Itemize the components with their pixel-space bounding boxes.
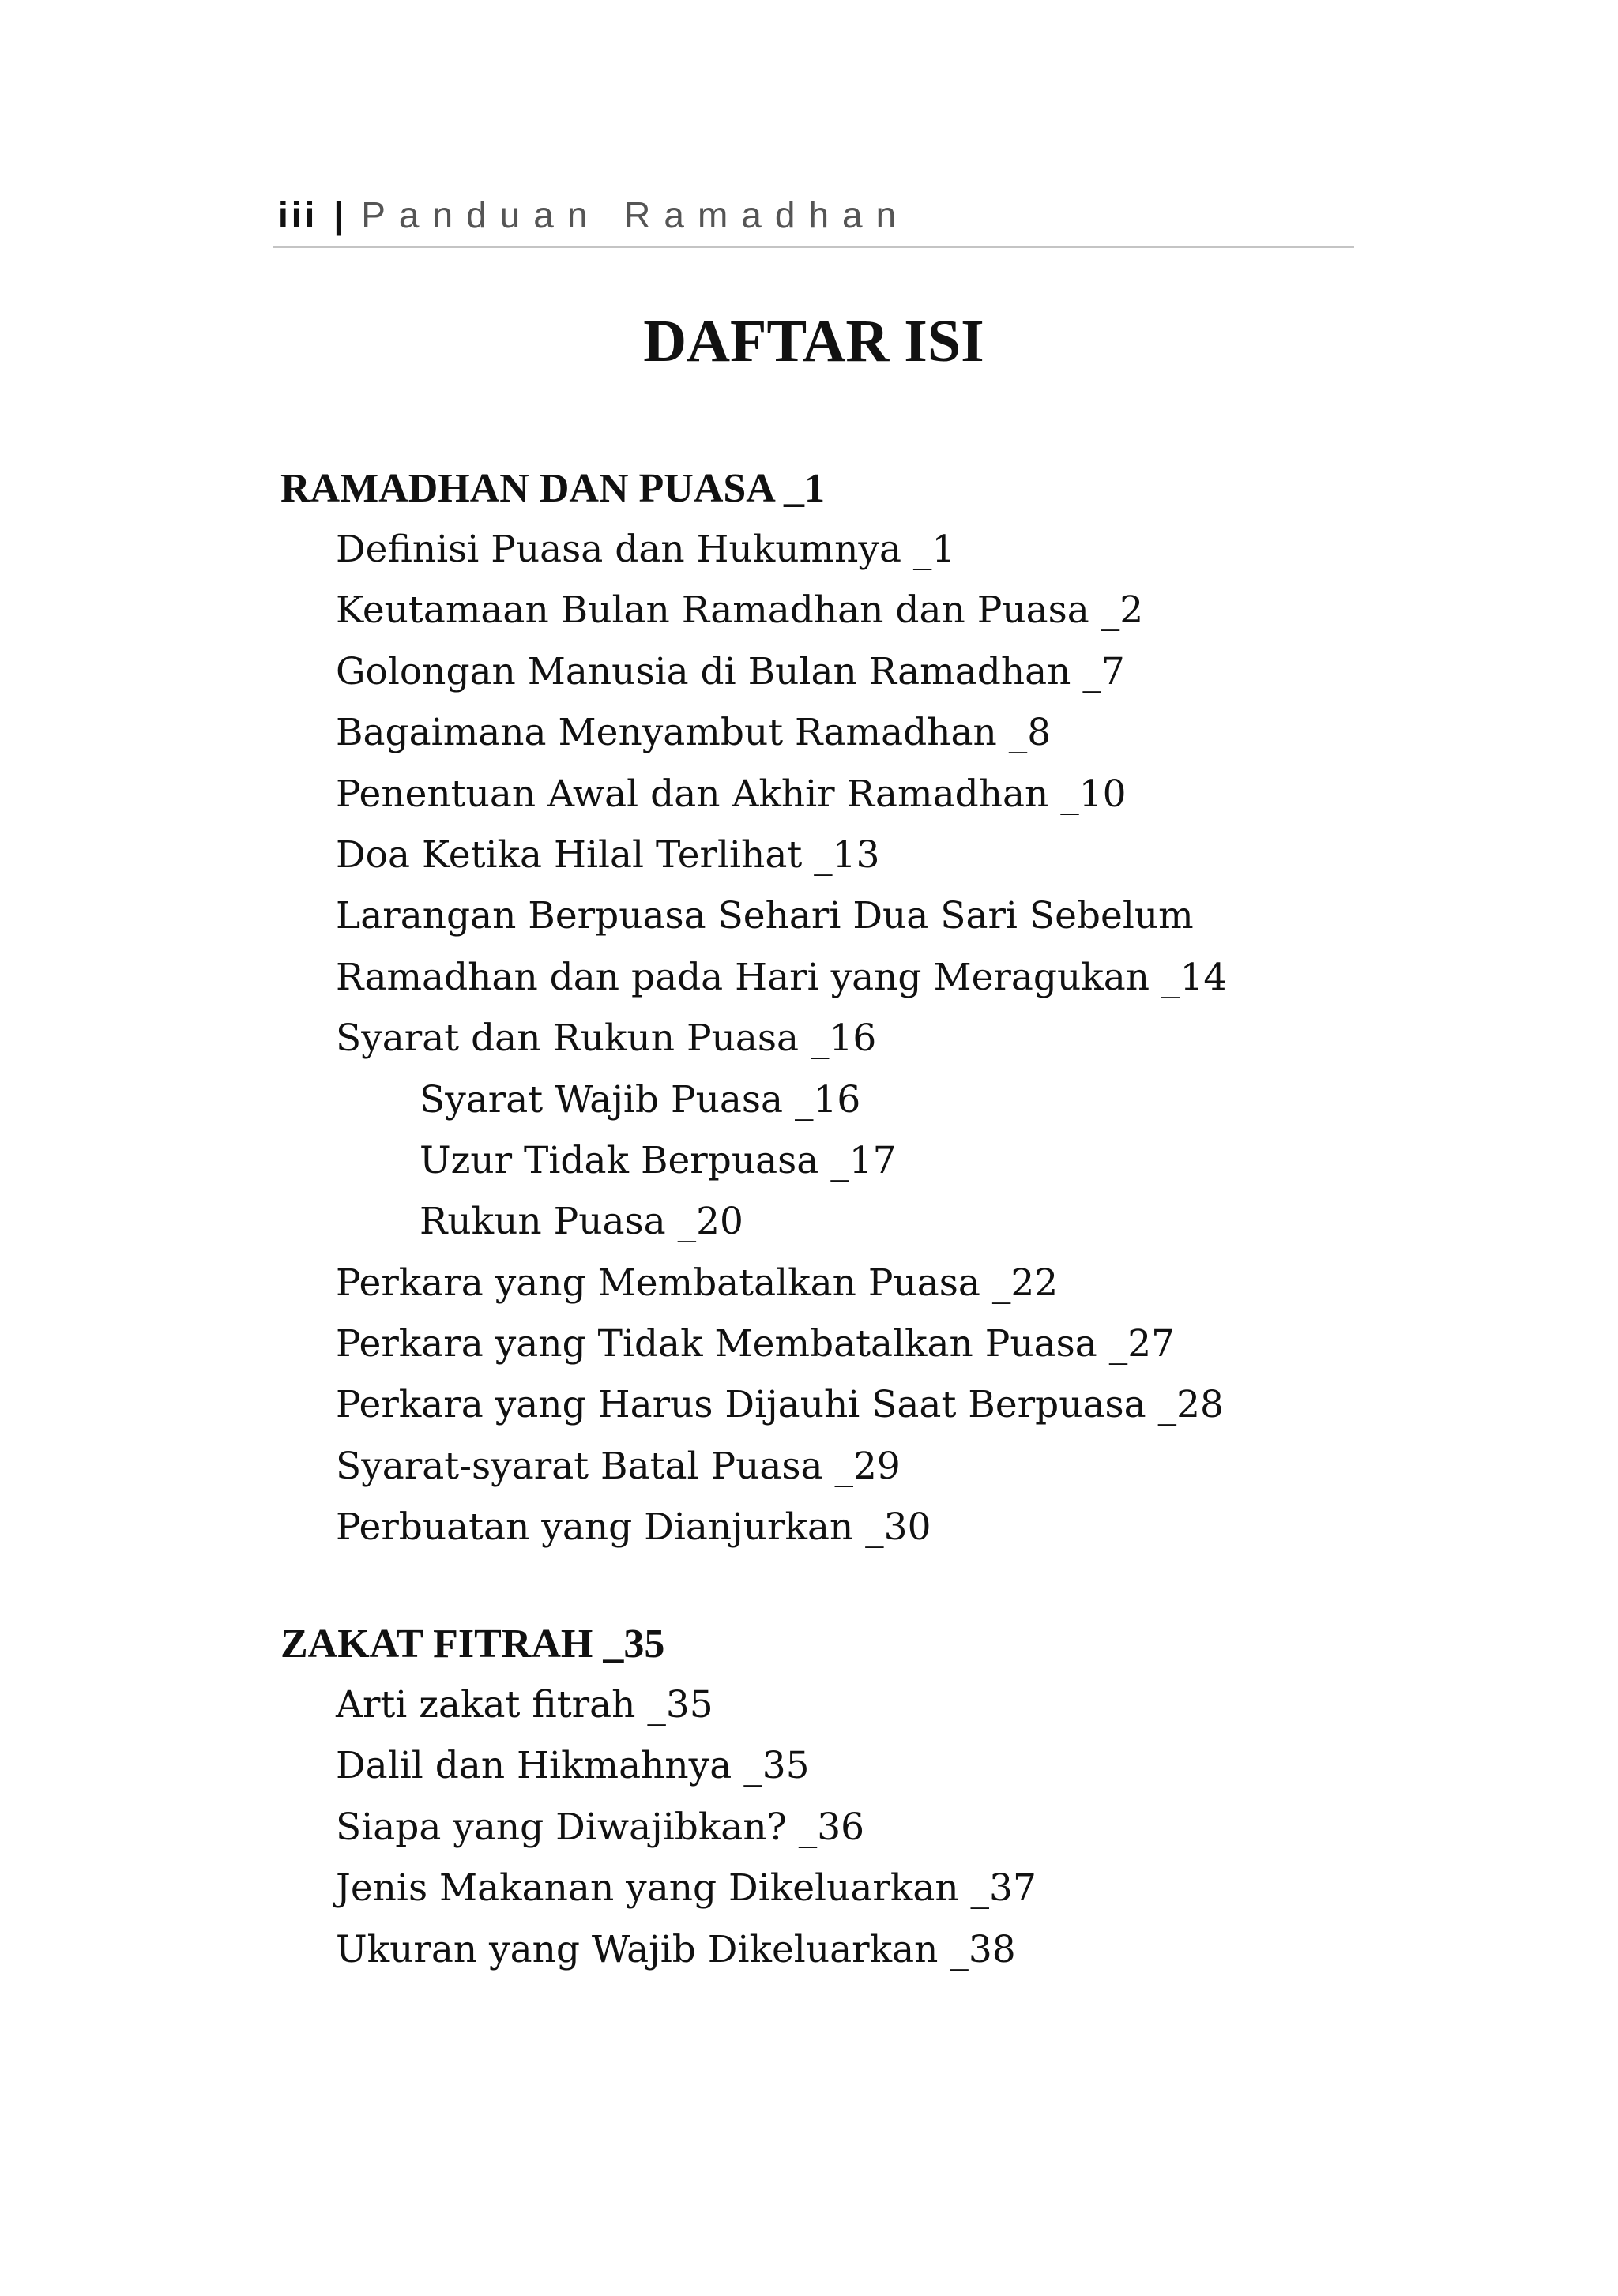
toc-entry: Arti zakat fitrah _35 xyxy=(336,1683,713,1727)
toc-entry: Syarat dan Rukun Puasa _16 xyxy=(336,1016,877,1061)
toc-entry: Penentuan Awal dan Akhir Ramadhan _10 xyxy=(336,772,1127,816)
toc-entry: Perbuatan yang Dianjurkan _30 xyxy=(336,1505,931,1550)
book-title: Panduan Ramadhan xyxy=(361,194,910,235)
page-number: iii xyxy=(278,194,318,235)
toc-subentry: Rukun Puasa _20 xyxy=(420,1200,743,1244)
running-header xyxy=(278,191,909,239)
toc-subentry: Uzur Tidak Berpuasa _17 xyxy=(420,1138,897,1182)
toc-entry: Larangan Berpuasa Sehari Dua Sari Sebelum xyxy=(336,894,1194,938)
toc-entry: Doa Ketika Hilal Terlihat _13 xyxy=(336,832,880,877)
toc-entry: Dalil dan Hikmahnya _35 xyxy=(336,1744,810,1788)
toc-section-zakat xyxy=(280,1614,1402,1980)
header-divider xyxy=(273,246,1354,248)
header-separator: | xyxy=(333,194,344,235)
toc-entry: Bagaimana Menyambut Ramadhan _8 xyxy=(336,711,1052,755)
toc-entry: Perkara yang Membatalkan Puasa _22 xyxy=(336,1261,1059,1305)
toc-entry: Syarat-syarat Batal Puasa _29 xyxy=(336,1444,901,1488)
page-title: DAFTAR ISI xyxy=(643,308,984,374)
toc-entry: Perkara yang Harus Dijauhi Saat Berpuasa _28 xyxy=(336,1383,1224,1427)
toc-entry-continued: Ramadhan dan pada Hari yang Meragukan _14 xyxy=(336,955,1228,999)
toc-entry: Siapa yang Diwajibkan? _36 xyxy=(336,1805,865,1849)
section-heading: RAMADHAN DAN PUASA _1 xyxy=(280,466,825,511)
toc-entry: Ukuran yang Wajib Dikeluarkan _38 xyxy=(336,1927,1016,1971)
toc-entry: Golongan Manusia di Bulan Ramadhan _7 xyxy=(336,649,1125,693)
toc-section-ramadhan xyxy=(280,458,1402,1558)
toc-subentry: Syarat Wajib Puasa _16 xyxy=(420,1077,861,1122)
toc-entry: Jenis Makanan yang Dikeluarkan _37 xyxy=(336,1866,1037,1911)
section-heading: ZAKAT FITRAH _35 xyxy=(280,1621,665,1667)
toc-entry: Perkara yang Tidak Membatalkan Puasa _27 xyxy=(336,1322,1176,1366)
toc-entry: Definisi Puasa dan Hukumnya _1 xyxy=(336,528,956,571)
toc-entry: Keutamaan Bulan Ramadhan dan Puasa _2 xyxy=(336,588,1144,633)
